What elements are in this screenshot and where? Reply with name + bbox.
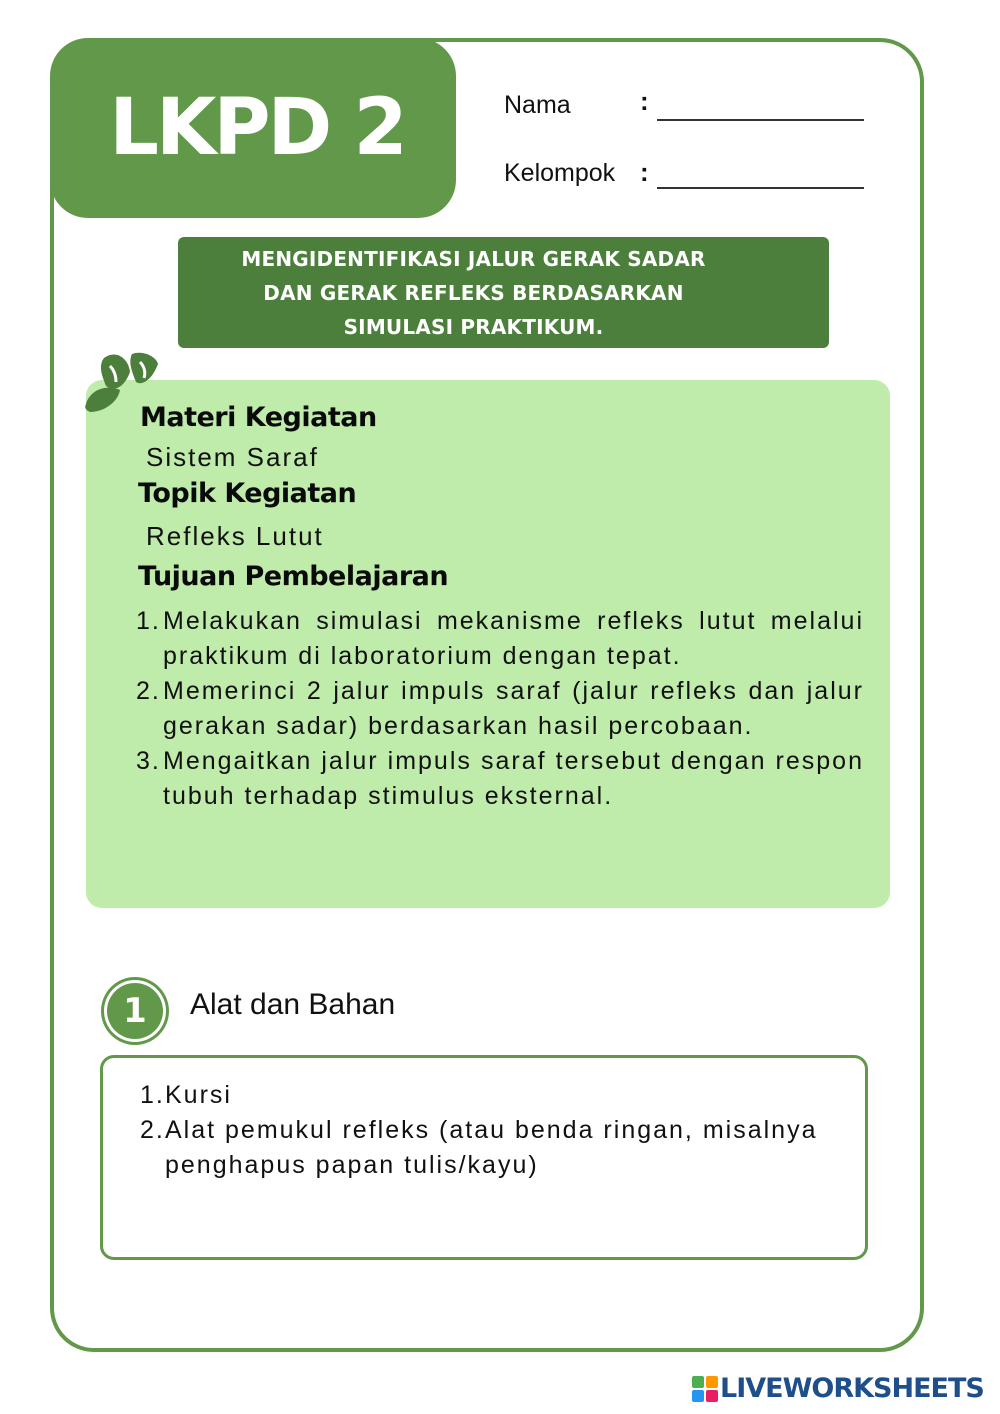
- list-item: [140, 1078, 830, 1113]
- subtitle-banner: [178, 237, 829, 348]
- list-number: 2.: [140, 1116, 165, 1144]
- section-number-badge: 1: [104, 980, 166, 1042]
- list-number: 2.: [136, 677, 161, 705]
- list-item: [136, 744, 864, 814]
- section-title: Alat dan Bahan: [190, 988, 396, 1021]
- tujuan-heading: Tujuan Pembelajaran: [138, 561, 449, 592]
- subtitle-line: DAN GERAK REFLEKS BERDASARKAN: [263, 280, 684, 305]
- list-number: 3.: [136, 747, 161, 775]
- page-title: LKPD 2: [109, 83, 405, 173]
- list-number: 1.: [136, 607, 161, 635]
- materi-heading: Materi Kegiatan: [140, 402, 377, 433]
- group-colon: :: [640, 157, 649, 187]
- subtitle-line: MENGIDENTIFIKASI JALUR GERAK SADAR: [241, 246, 706, 271]
- list-item-text: Kursi: [165, 1081, 232, 1109]
- brand-name: LIVEWORKSHEETS: [720, 1373, 984, 1404]
- subtitle-line: SIMULASI PRAKTIKUM.: [343, 314, 604, 339]
- topik-value: Refleks Lutut: [146, 521, 324, 551]
- tools-materials-list: [140, 1078, 830, 1183]
- list-item: [140, 1113, 830, 1183]
- list-item-text: Alat pemukul refleks (atau benda ringan, misalnya penghapus papan tulis/kayu): [165, 1116, 818, 1179]
- name-label: Nama: [504, 91, 571, 119]
- list-item: [136, 674, 864, 744]
- topik-heading: Topik Kegiatan: [138, 478, 357, 509]
- list-item-text: Mengaitkan jalur impuls saraf tersebut dengan respon tubuh terhadap stimulus eksternal.: [163, 747, 864, 810]
- name-colon: :: [640, 86, 649, 116]
- liveworksheets-logo: [692, 1373, 984, 1404]
- materi-value: Sistem Saraf: [146, 442, 319, 472]
- list-item: [136, 604, 864, 674]
- learning-goals-list: [136, 604, 864, 814]
- liveworksheets-icon: [692, 1376, 718, 1402]
- group-label: Kelompok: [504, 159, 616, 187]
- list-item-text: Memerinci 2 jalur impuls saraf (jalur refleks dan jalur gerakan sadar) berdasarkan hasil percobaan.: [163, 677, 864, 740]
- name-input-line[interactable]: [657, 119, 864, 121]
- title-banner: [50, 38, 456, 218]
- list-number: 1.: [140, 1081, 165, 1109]
- group-input-line[interactable]: [657, 187, 864, 189]
- list-item-text: Melakukan simulasi mekanisme refleks lutut melalui praktikum di laboratorium dengan tepat.: [163, 607, 864, 670]
